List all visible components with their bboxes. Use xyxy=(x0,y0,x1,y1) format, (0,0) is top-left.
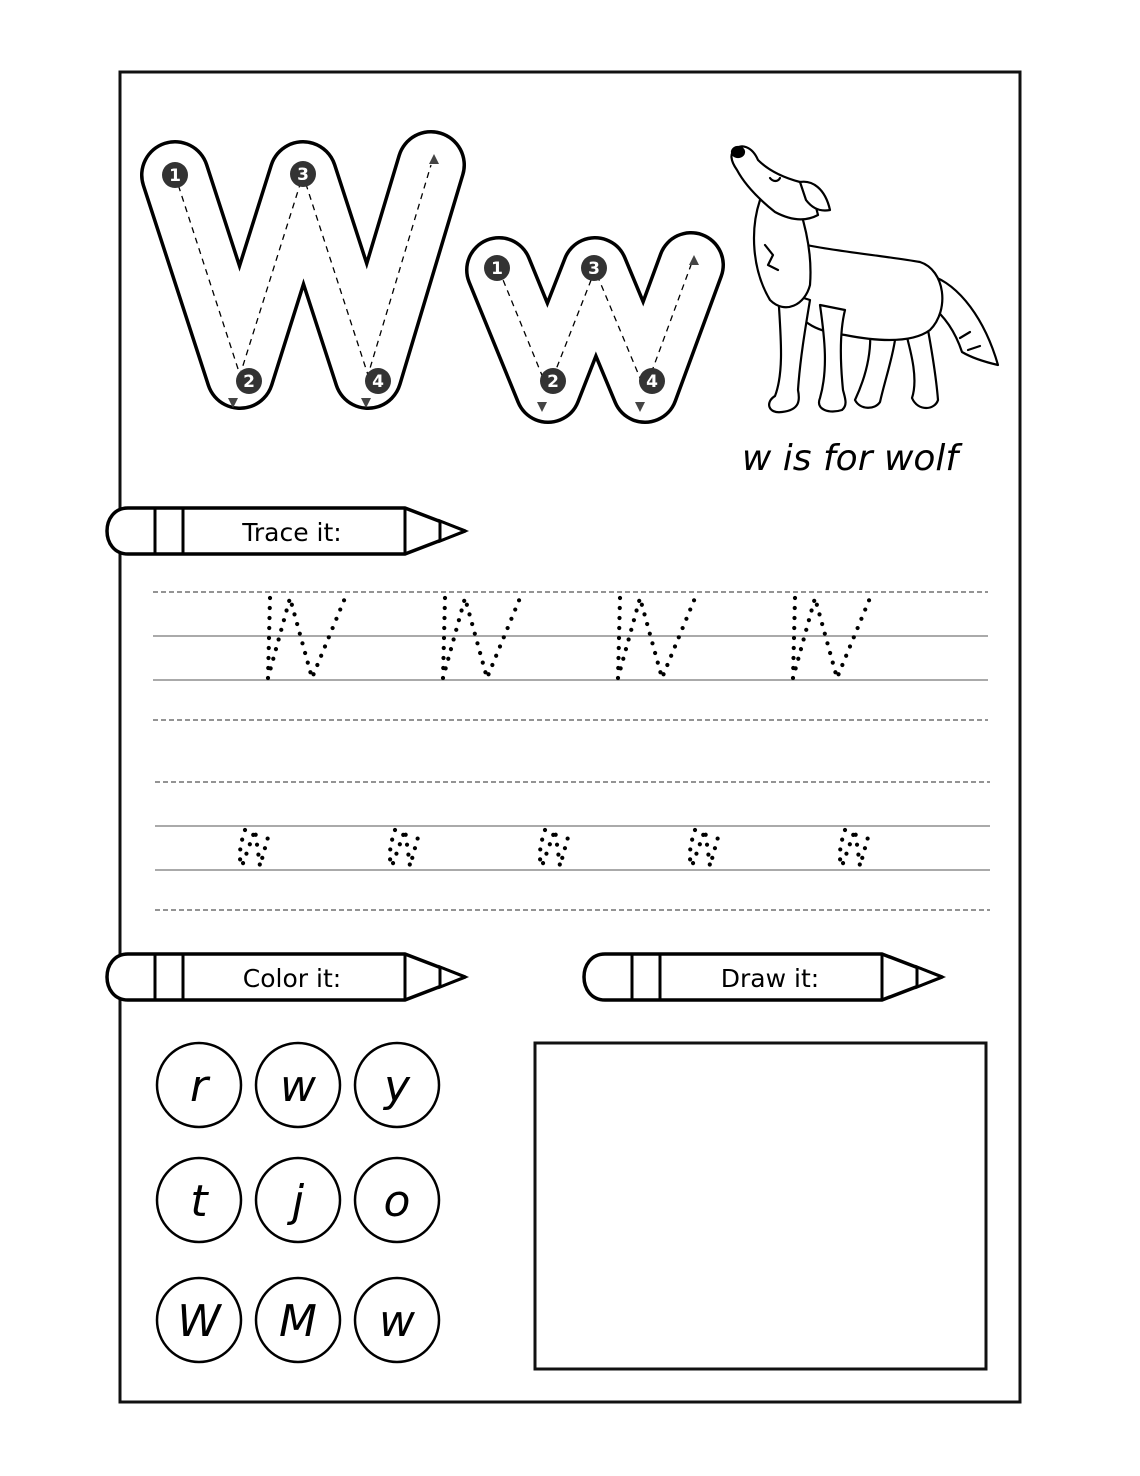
stroke-badge-2 xyxy=(540,368,566,394)
trace-lowercase-row xyxy=(240,830,870,866)
wolf-icon xyxy=(731,146,998,412)
svg-text:4: 4 xyxy=(372,372,384,392)
svg-text:1: 1 xyxy=(169,166,181,186)
svg-text:2: 2 xyxy=(547,372,559,392)
trace-uppercase-letter xyxy=(268,598,345,678)
svg-text:r: r xyxy=(189,1061,209,1112)
trace-lowercase-letter xyxy=(690,830,720,866)
svg-text:3: 3 xyxy=(297,165,309,185)
trace-uppercase-row xyxy=(268,598,870,678)
draw-box[interactable] xyxy=(535,1043,986,1369)
color-circle[interactable] xyxy=(157,1158,241,1242)
draw-label xyxy=(584,954,942,1000)
trace-lowercase-letter xyxy=(390,830,420,866)
trace-lowercase-letter xyxy=(540,830,570,866)
stroke-badge-3 xyxy=(581,255,607,281)
trace-uppercase-letter xyxy=(618,598,695,678)
caption: w is for wolf xyxy=(741,438,959,479)
draw-label-text: Draw it: xyxy=(720,964,820,993)
color-circle[interactable] xyxy=(256,1043,340,1127)
svg-text:4: 4 xyxy=(646,372,658,392)
svg-text:1: 1 xyxy=(491,259,503,279)
color-label-text: Color it: xyxy=(242,964,342,993)
svg-text:o: o xyxy=(383,1176,411,1227)
color-circle[interactable] xyxy=(256,1158,340,1242)
svg-text:M: M xyxy=(279,1296,317,1347)
color-circle[interactable] xyxy=(355,1158,439,1242)
color-circle[interactable] xyxy=(256,1278,340,1362)
color-circle[interactable] xyxy=(355,1278,439,1362)
trace-uppercase-letter xyxy=(793,598,870,678)
trace-label xyxy=(107,508,465,554)
stroke-badge-4 xyxy=(365,368,391,394)
svg-text:2: 2 xyxy=(243,372,255,392)
color-label xyxy=(107,954,465,1000)
trace-lowercase-letter xyxy=(840,830,870,866)
color-circle[interactable] xyxy=(157,1278,241,1362)
color-circles xyxy=(157,1043,439,1362)
stroke-badge-2 xyxy=(236,368,262,394)
svg-text:w: w xyxy=(280,1061,316,1112)
trace-label-text: Trace it: xyxy=(242,518,342,547)
trace-uppercase-letter xyxy=(443,598,520,678)
svg-text:W: W xyxy=(177,1296,221,1347)
stroke-badge-4 xyxy=(639,368,665,394)
color-circle[interactable] xyxy=(157,1043,241,1127)
svg-text:w: w xyxy=(379,1296,415,1347)
uppercase-letter-outline xyxy=(175,154,439,408)
stroke-badge-1 xyxy=(484,255,510,281)
svg-text:t: t xyxy=(190,1176,208,1227)
stroke-badge-1 xyxy=(162,162,188,188)
svg-text:y: y xyxy=(383,1061,411,1112)
trace-lowercase-letter xyxy=(240,830,270,866)
svg-text:3: 3 xyxy=(588,259,600,279)
color-circle[interactable] xyxy=(355,1043,439,1127)
svg-text:j: j xyxy=(291,1176,305,1227)
stroke-badge-3 xyxy=(290,161,316,187)
